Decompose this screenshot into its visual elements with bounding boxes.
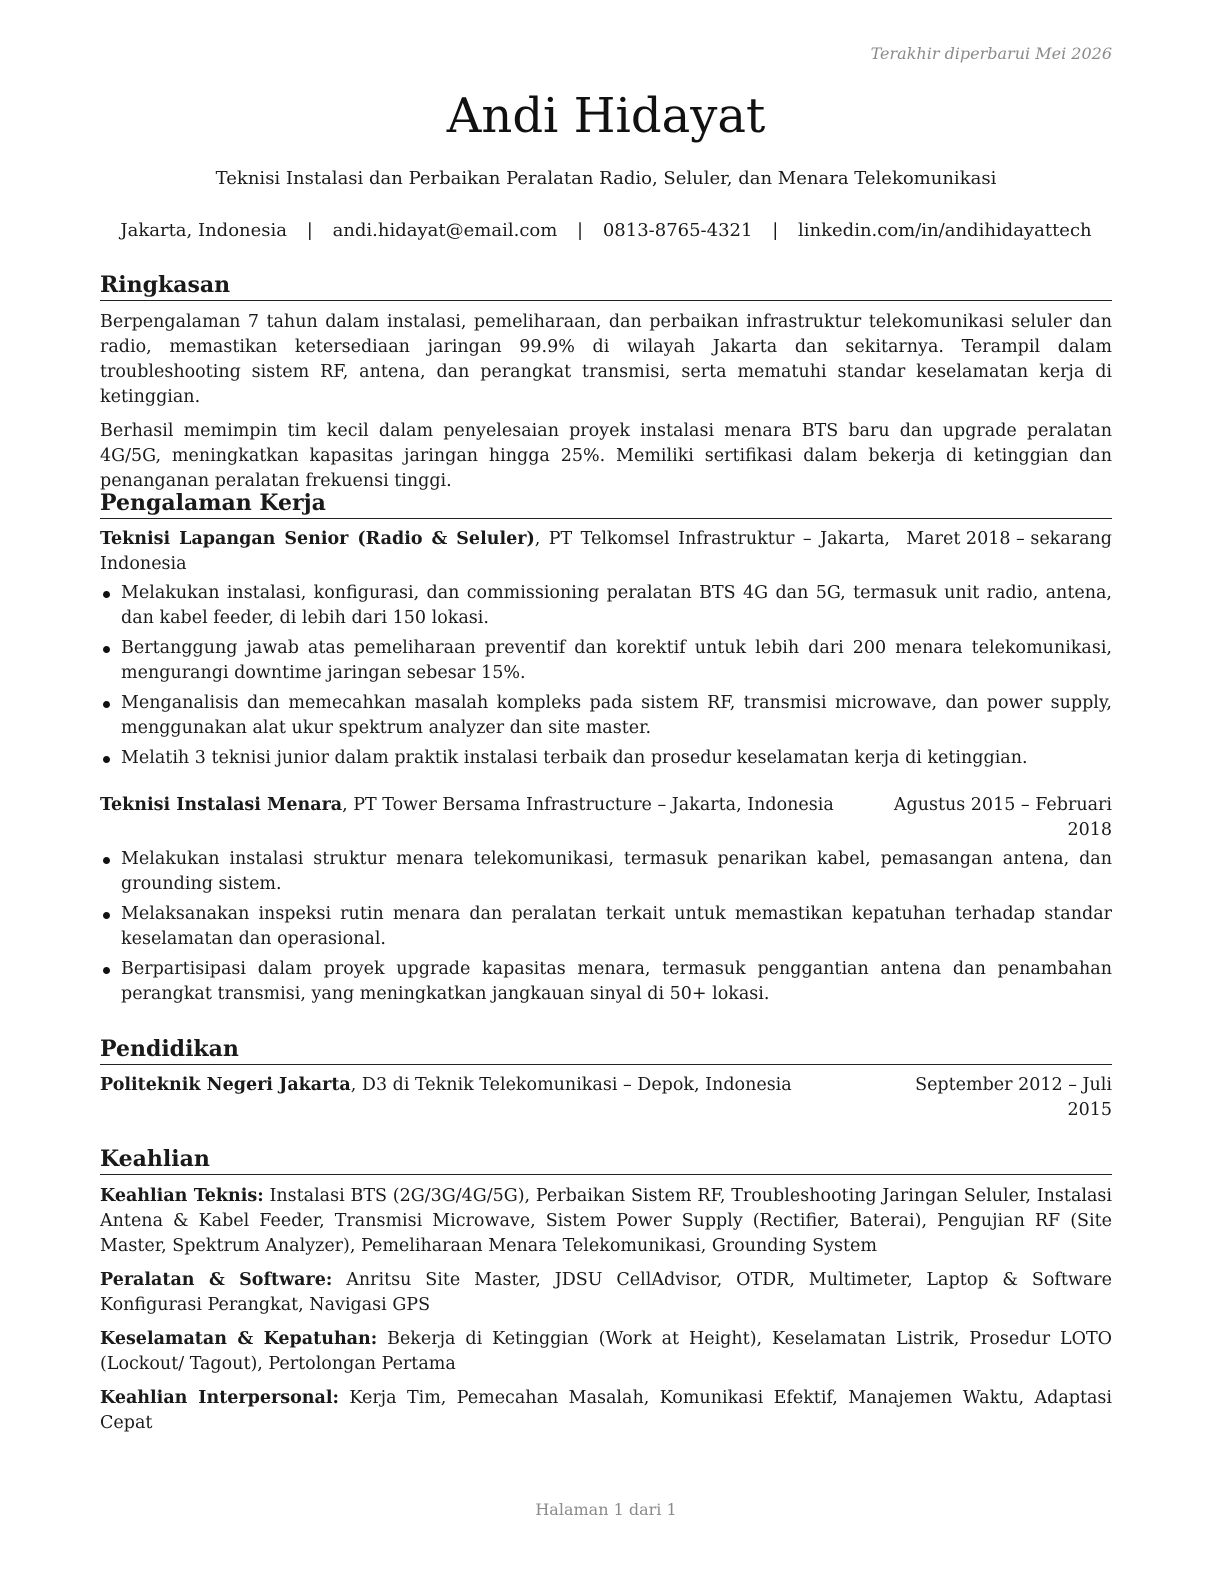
job-bullet (100, 902, 1112, 952)
candidate-headline: Teknisi Instalasi dan Perbaikan Peralatan Radio, Seluler, dan Menara Telekomunikasi (215, 168, 997, 189)
education-title-line (100, 1073, 860, 1123)
summary-paragraph: Berpengalaman 7 tahun dalam instalasi, pemeliharaan, dan perbaikan infrastruktur telekomunikasi seluler dan radio, memastikan ketersediaan jaringan 99.9% di wilayah Jakarta dan sekitarnya. Terampil dalam troubleshooting sistem RF, antena, dan perangkat transmisi, serta mematuhi standar keselamatan kerja di ketinggian. (100, 312, 1112, 407)
education-dates: September 2012 – Juli 2015 (915, 1075, 1112, 1120)
job-bullet-list (100, 581, 1112, 771)
bullet-dot-icon (103, 912, 110, 919)
contact-separator: | (577, 220, 584, 241)
job-bullet-text: Melaksanakan inspeksi rutin menara dan peralatan terkait untuk memastikan kepatuhan terhadap standar keselamatan dan operasional. (121, 904, 1112, 949)
section-title-skills: Keahlian (100, 1144, 1112, 1175)
job-bullet (100, 636, 1112, 686)
job-bullet-text: Melatih 3 teknisi junior dalam praktik instalasi terbaik dan prosedur keselamatan kerja di ketinggian. (121, 748, 1028, 768)
skills-section (100, 1144, 1112, 1436)
skill-group-text: Bekerja di Ketinggian (Work at Height), Keselamatan Listrik, Prosedur LOTO (Lockout/ Tagout), Pertolongan Pertama (100, 1329, 1112, 1374)
job-entry (100, 793, 1112, 1007)
contact-phone[interactable]: 0813-8765-4321 (602, 220, 753, 241)
job-bullet-list (100, 847, 1112, 1007)
contact-linkedin[interactable]: linkedin.com/in/andihidayattech (798, 220, 1092, 241)
contact-location: Jakarta, Indonesia (120, 220, 288, 241)
job-dates: Agustus 2015 – Februari 2018 (893, 795, 1112, 840)
education-detail: , D3 di Teknik Telekomunikasi – Depok, Indonesia (350, 1075, 792, 1095)
job-bullet-text: Melakukan instalasi struktur menara telekomunikasi, termasuk penarikan kabel, pemasangan antena, dan grounding sistem. (121, 849, 1112, 894)
summary-section (100, 270, 1112, 494)
job-header (100, 793, 1112, 843)
skill-group (100, 1268, 1112, 1318)
candidate-name: Andi Hidayat (446, 88, 766, 144)
job-role: Teknisi Lapangan Senior (Radio & Seluler) (100, 529, 535, 549)
job-bullet (100, 847, 1112, 897)
skill-group (100, 1386, 1112, 1436)
contact-separator: | (772, 220, 779, 241)
skill-group (100, 1327, 1112, 1377)
skill-group-text: Instalasi BTS (2G/3G/4G/5G), Perbaikan Sistem RF, Troubleshooting Jaringan Seluler, Instalasi Antena & Kabel Feeder, Transmisi Microwave, Sistem Power Supply (Rectifier, Baterai), Pengujian RF (Site Master, Spektrum Analyzer), Pemeliharaan Menara Telekomunikasi, Grounding System (100, 1186, 1112, 1256)
skill-group-text: Anritsu Site Master, JDSU CellAdvisor, OTDR, Multimeter, Laptop & Software Konfigurasi Perangkat, Navigasi GPS (100, 1270, 1112, 1315)
job-company: , PT Tower Bersama Infrastructure – Jakarta, Indonesia (342, 795, 834, 815)
bullet-dot-icon (103, 967, 110, 974)
job-title-line (100, 527, 890, 577)
section-title-education: Pendidikan (100, 1034, 1112, 1065)
bullet-dot-icon (103, 591, 110, 598)
skill-group-label: Keahlian Interpersonal: (100, 1388, 339, 1408)
job-entry (100, 527, 1112, 771)
experience-section (100, 488, 1112, 1012)
education-section (100, 1034, 1112, 1123)
job-bullet-text: Berpartisipasi dalam proyek upgrade kapasitas menara, termasuk penggantian antena dan penambahan perangkat transmisi, yang meningkatkan jangkauan sinyal di 50+ lokasi. (121, 959, 1112, 1004)
job-bullet-text: Melakukan instalasi, konfigurasi, dan commissioning peralatan BTS 4G dan 5G, termasuk unit radio, antena, dan kabel feeder, di lebih dari 150 lokasi. (121, 583, 1112, 628)
contact-separator: | (306, 220, 313, 241)
job-bullet (100, 691, 1112, 741)
skill-group-label: Peralatan & Software: (100, 1270, 333, 1290)
job-title-line (100, 793, 860, 843)
job-bullet (100, 746, 1112, 771)
bullet-dot-icon (103, 646, 110, 653)
skill-group-label: Keselamatan & Kepatuhan: (100, 1329, 378, 1349)
job-bullet-text: Menganalisis dan memecahkan masalah kompleks pada sistem RF, transmisi microwave, dan power supply, menggunakan alat ukur spektrum analyzer dan site master. (121, 693, 1112, 738)
job-bullet (100, 957, 1112, 1007)
job-header (100, 527, 1112, 577)
job-bullet (100, 581, 1112, 631)
education-school: Politeknik Negeri Jakarta (100, 1075, 351, 1095)
bullet-dot-icon (103, 756, 110, 763)
page-number-footer: Halaman 1 dari 1 (535, 1500, 677, 1519)
last-updated-note: Terakhir diperbarui Mei 2026 (870, 44, 1112, 63)
job-bullet-text: Bertanggung jawab atas pemeliharaan preventif dan korektif untuk lebih dari 200 menara telekomunikasi, mengurangi downtime jaringan sebesar 15%. (121, 638, 1112, 683)
skill-group (100, 1184, 1112, 1259)
section-title-summary: Ringkasan (100, 270, 1112, 301)
bullet-dot-icon (103, 857, 110, 864)
contact-email[interactable]: andi.hidayat@email.com (332, 220, 558, 241)
job-dates: Maret 2018 – sekarang (906, 529, 1112, 549)
bullet-dot-icon (103, 701, 110, 708)
job-role: Teknisi Instalasi Menara (100, 795, 343, 815)
summary-paragraph: Berhasil memimpin tim kecil dalam penyelesaian proyek instalasi menara BTS baru dan upgrade peralatan 4G/5G, meningkatkan kapasitas jaringan hingga 25%. Memiliki sertifikasi dalam bekerja di ketinggian dan penanganan peralatan frekuensi tinggi. (100, 421, 1112, 491)
resume-page (100, 0, 1112, 1584)
skill-group-text: Kerja Tim, Pemecahan Masalah, Komunikasi Efektif, Manajemen Waktu, Adaptasi Cepat (100, 1388, 1112, 1433)
skill-group-label: Keahlian Teknis: (100, 1186, 264, 1206)
job-company: , PT Telkomsel Infrastruktur – Jakarta, Indonesia (100, 529, 890, 574)
contact-line (100, 218, 1112, 244)
education-entry (100, 1073, 1112, 1123)
section-title-experience: Pengalaman Kerja (100, 488, 1112, 519)
